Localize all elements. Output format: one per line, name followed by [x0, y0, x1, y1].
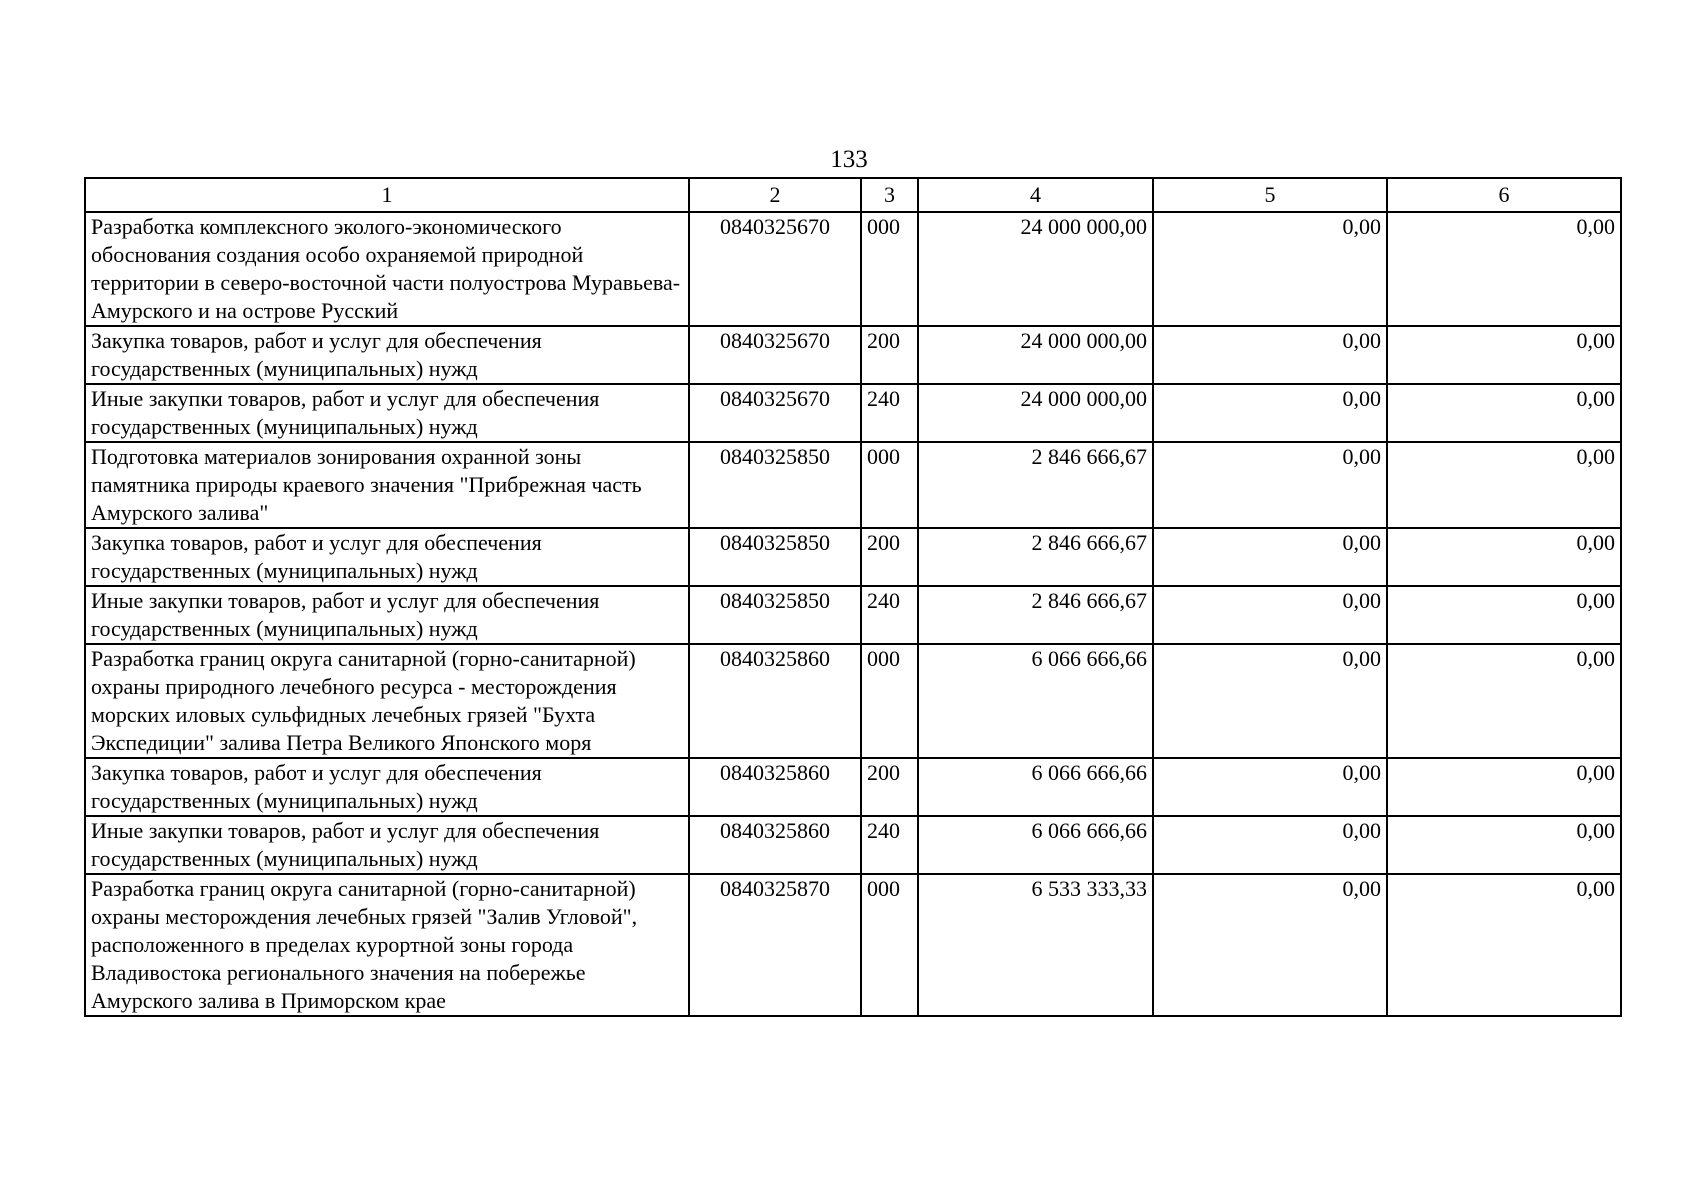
row-amount-2: 0,00	[1153, 442, 1387, 528]
row-amount: 2 846 666,67	[918, 528, 1153, 586]
row-type: 000	[861, 874, 918, 1016]
row-amount-2: 0,00	[1153, 528, 1387, 586]
table-row	[85, 384, 1621, 442]
row-name: Закупка товаров, работ и услуг для обеспечения государственных (муниципальных) нужд	[85, 326, 689, 384]
budget-table	[84, 177, 1622, 1017]
row-code: 0840325850	[689, 442, 861, 528]
row-type: 000	[861, 644, 918, 758]
row-code: 0840325850	[689, 528, 861, 586]
row-name: Подготовка материалов зонирования охранной зоны памятника природы краевого значения "Прибрежная часть Амурского залива"	[85, 442, 689, 528]
row-amount: 24 000 000,00	[918, 326, 1153, 384]
row-amount-2: 0,00	[1153, 816, 1387, 874]
table-row	[85, 816, 1621, 874]
column-header-1: 1	[85, 178, 689, 212]
row-name: Иные закупки товаров, работ и услуг для обеспечения государственных (муниципальных) нужд	[85, 384, 689, 442]
row-type: 000	[861, 442, 918, 528]
row-amount-2: 0,00	[1153, 212, 1387, 326]
column-header-4: 4	[918, 178, 1153, 212]
row-amount: 6 066 666,66	[918, 758, 1153, 816]
row-type: 200	[861, 758, 918, 816]
row-amount-2: 0,00	[1153, 384, 1387, 442]
row-amount-3: 0,00	[1387, 384, 1621, 442]
column-header-6: 6	[1387, 178, 1621, 212]
row-code: 0840325870	[689, 874, 861, 1016]
column-header-3: 3	[861, 178, 918, 212]
page-number: 133	[830, 146, 868, 173]
row-amount: 2 846 666,67	[918, 586, 1153, 644]
row-amount: 24 000 000,00	[918, 212, 1153, 326]
column-header-2: 2	[689, 178, 861, 212]
row-amount: 6 533 333,33	[918, 874, 1153, 1016]
table-row	[85, 758, 1621, 816]
row-amount-2: 0,00	[1153, 644, 1387, 758]
row-amount-3: 0,00	[1387, 874, 1621, 1016]
row-amount-3: 0,00	[1387, 758, 1621, 816]
table-row	[85, 644, 1621, 758]
row-type: 000	[861, 212, 918, 326]
table-row	[85, 442, 1621, 528]
row-type: 240	[861, 816, 918, 874]
row-amount: 2 846 666,67	[918, 442, 1153, 528]
row-amount: 6 066 666,66	[918, 644, 1153, 758]
row-amount-2: 0,00	[1153, 586, 1387, 644]
row-amount-3: 0,00	[1387, 326, 1621, 384]
row-name: Иные закупки товаров, работ и услуг для обеспечения государственных (муниципальных) нужд	[85, 816, 689, 874]
table-row	[85, 326, 1621, 384]
row-code: 0840325670	[689, 212, 861, 326]
row-name: Разработка границ округа санитарной (горно-санитарной) охраны месторождения лечебных грязей "Залив Угловой", расположенного в пределах курортной зоны города Владивостока регионального значения на побережье Амурского залива в Приморском крае	[85, 874, 689, 1016]
row-amount-3: 0,00	[1387, 528, 1621, 586]
row-amount-3: 0,00	[1387, 212, 1621, 326]
row-code: 0840325860	[689, 758, 861, 816]
table-row	[85, 586, 1621, 644]
row-name: Иные закупки товаров, работ и услуг для обеспечения государственных (муниципальных) нужд	[85, 586, 689, 644]
row-code: 0840325860	[689, 644, 861, 758]
row-amount-2: 0,00	[1153, 758, 1387, 816]
table-row	[85, 528, 1621, 586]
row-code: 0840325860	[689, 816, 861, 874]
table-row	[85, 212, 1621, 326]
row-amount-3: 0,00	[1387, 644, 1621, 758]
row-name: Закупка товаров, работ и услуг для обеспечения государственных (муниципальных) нужд	[85, 758, 689, 816]
row-name: Разработка комплексного эколого-экономического обоснования создания особо охраняемой природной территории в северо-восточной части полуострова Муравьева-Амурского и на острове Русский	[85, 212, 689, 326]
column-header-5: 5	[1153, 178, 1387, 212]
row-amount-2: 0,00	[1153, 326, 1387, 384]
row-type: 240	[861, 384, 918, 442]
row-code: 0840325670	[689, 384, 861, 442]
row-amount-3: 0,00	[1387, 442, 1621, 528]
row-type: 240	[861, 586, 918, 644]
row-type: 200	[861, 528, 918, 586]
row-amount: 24 000 000,00	[918, 384, 1153, 442]
row-type: 200	[861, 326, 918, 384]
table-row	[85, 874, 1621, 1016]
row-amount-3: 0,00	[1387, 586, 1621, 644]
row-amount: 6 066 666,66	[918, 816, 1153, 874]
row-code: 0840325850	[689, 586, 861, 644]
header-row	[85, 178, 1621, 212]
row-code: 0840325670	[689, 326, 861, 384]
row-amount-3: 0,00	[1387, 816, 1621, 874]
row-amount-2: 0,00	[1153, 874, 1387, 1016]
row-name: Закупка товаров, работ и услуг для обеспечения государственных (муниципальных) нужд	[85, 528, 689, 586]
row-name: Разработка границ округа санитарной (горно-санитарной) охраны природного лечебного ресурса - месторождения морских иловых сульфидных лечебных грязей "Бухта Экспедиции" залива Петра Великого Японского моря	[85, 644, 689, 758]
